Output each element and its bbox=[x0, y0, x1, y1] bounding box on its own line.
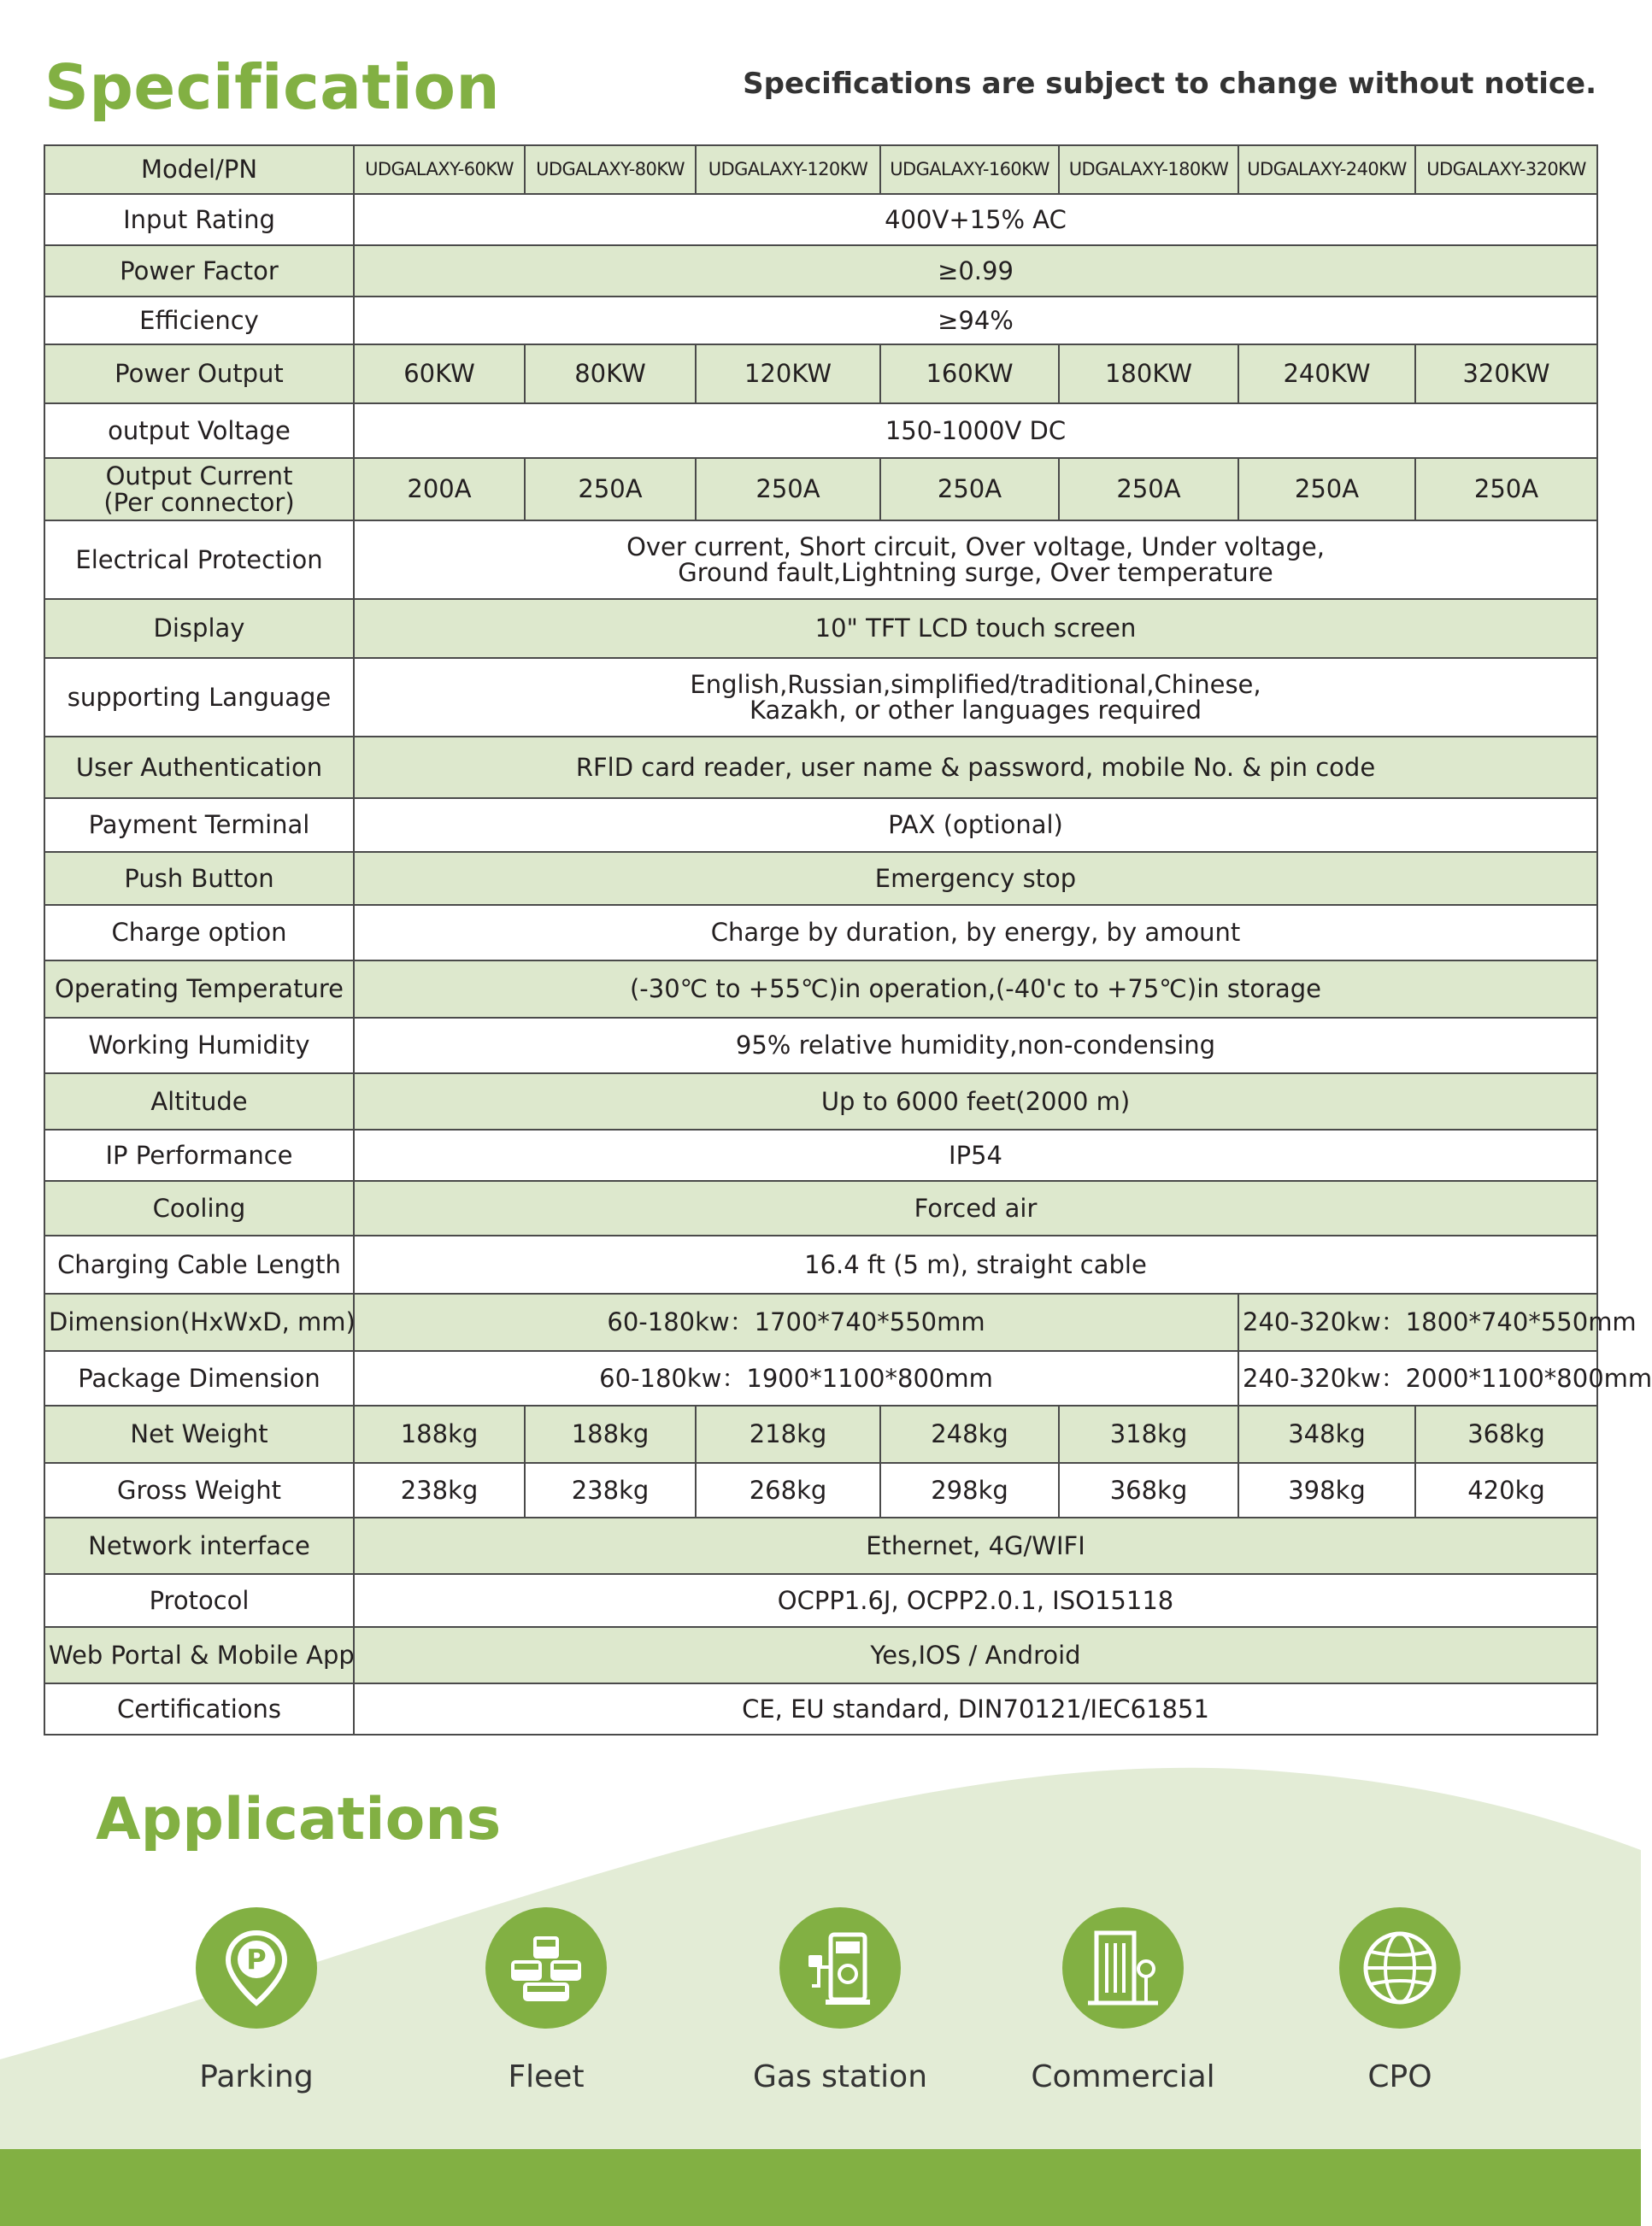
row-value: Yes,IOS / Android bbox=[354, 1627, 1597, 1683]
row-ip-performance bbox=[44, 1130, 1597, 1181]
row-label: Electrical Protection bbox=[44, 520, 354, 599]
model-cell: UDGALAXY-60KW bbox=[354, 145, 525, 194]
value-cell: 318kg bbox=[1059, 1406, 1238, 1463]
model-cell: UDGALAXY-160KW bbox=[880, 145, 1059, 194]
row-value: 150-1000V DC bbox=[354, 403, 1597, 458]
row-electrical-protection bbox=[44, 520, 1597, 599]
row-value: 240-320kw：2000*1100*800mm bbox=[1238, 1351, 1597, 1406]
row-label: Cooling bbox=[44, 1181, 354, 1236]
row-label: Dimension(HxWxD, mm) bbox=[44, 1294, 354, 1351]
row-value: 400V+15% AC bbox=[354, 194, 1597, 245]
value-line: English,Russian,simplified/traditional,Chinese, bbox=[690, 669, 1261, 699]
row-charge-option bbox=[44, 905, 1597, 960]
value-cell: 268kg bbox=[696, 1463, 880, 1518]
row-output-voltage bbox=[44, 403, 1597, 458]
row-value: RFlD card reader, user name & password, mobile No. & pin code bbox=[354, 737, 1597, 798]
value-cell: 320KW bbox=[1415, 344, 1597, 403]
row-power-output bbox=[44, 344, 1597, 403]
value-cell: 250A bbox=[880, 458, 1059, 520]
row-push-button bbox=[44, 852, 1597, 905]
application-parking bbox=[145, 1907, 367, 2094]
row-certifications bbox=[44, 1683, 1597, 1735]
application-label: CPO bbox=[1367, 2059, 1432, 2094]
row-value: Ethernet, 4G/WIFI bbox=[354, 1518, 1597, 1574]
row-value: Forced air bbox=[354, 1181, 1597, 1236]
application-label: Gas station bbox=[752, 2059, 928, 2094]
row-efficiency bbox=[44, 297, 1597, 344]
row-value: ≥0.99 bbox=[354, 245, 1597, 297]
value-line: Kazakh, or other languages required bbox=[749, 696, 1202, 725]
value-cell: 368kg bbox=[1415, 1406, 1597, 1463]
row-model bbox=[44, 145, 1597, 194]
footer-bar bbox=[0, 2149, 1641, 2226]
row-label: supporting Language bbox=[44, 658, 354, 737]
row-operating-temperature bbox=[44, 960, 1597, 1018]
value-cell: 250A bbox=[1238, 458, 1415, 520]
svg-text:P: P bbox=[246, 1943, 267, 1976]
row-value: CE, EU standard, DIN70121/IEC61851 bbox=[354, 1683, 1597, 1735]
row-label: Payment Terminal bbox=[44, 798, 354, 852]
row-input-rating bbox=[44, 194, 1597, 245]
parking-pin-icon bbox=[196, 1907, 317, 2029]
application-label: Commercial bbox=[1031, 2059, 1215, 2094]
spec-notice: Specifications are subject to change without notice. bbox=[743, 67, 1596, 101]
row-label: Web Portal & Mobile App bbox=[44, 1627, 354, 1683]
value-cell: 180KW bbox=[1059, 344, 1238, 403]
row-payment-terminal bbox=[44, 798, 1597, 852]
model-cell: UDGALAXY-120KW bbox=[696, 145, 880, 194]
row-label: Push Button bbox=[44, 852, 354, 905]
row-label: Net Weight bbox=[44, 1406, 354, 1463]
row-label: Display bbox=[44, 599, 354, 658]
row-dimension bbox=[44, 1294, 1597, 1351]
model-cell: UDGALAXY-80KW bbox=[525, 145, 696, 194]
row-label: Operating Temperature bbox=[44, 960, 354, 1018]
value-cell: 238kg bbox=[525, 1463, 696, 1518]
row-value bbox=[354, 520, 1597, 599]
value-line: Ground fault,Lightning surge, Over temperature bbox=[678, 558, 1273, 587]
row-package-dimension bbox=[44, 1351, 1597, 1406]
row-value: 16.4 ft (5 m), straight cable bbox=[354, 1236, 1597, 1294]
fleet-vehicles-icon bbox=[485, 1907, 607, 2029]
row-working-humidity bbox=[44, 1018, 1597, 1073]
model-cell: UDGALAXY-240KW bbox=[1238, 145, 1415, 194]
row-label: Charging Cable Length bbox=[44, 1236, 354, 1294]
row-value: Up to 6000 feet(2000 m) bbox=[354, 1073, 1597, 1130]
row-label: output Voltage bbox=[44, 403, 354, 458]
row-label: Efficiency bbox=[44, 297, 354, 344]
row-supporting-language bbox=[44, 658, 1597, 737]
row-web-portal bbox=[44, 1627, 1597, 1683]
model-cell: UDGALAXY-320KW bbox=[1415, 145, 1597, 194]
spec-table bbox=[44, 144, 1652, 1736]
value-cell: 60KW bbox=[354, 344, 525, 403]
row-value: Charge by duration, by energy, by amount bbox=[354, 905, 1597, 960]
row-value: OCPP1.6J, OCPP2.0.1, ISO15118 bbox=[354, 1574, 1597, 1627]
label-line: (Per connector) bbox=[103, 487, 295, 517]
row-value: PAX (optional) bbox=[354, 798, 1597, 852]
row-label: User Authentication bbox=[44, 737, 354, 798]
row-charging-cable-length bbox=[44, 1236, 1597, 1294]
value-line: Over current, Short circuit, Over voltage, Under voltage, bbox=[626, 532, 1325, 561]
row-power-factor bbox=[44, 245, 1597, 297]
application-gas-station bbox=[729, 1907, 951, 2094]
value-cell: 160KW bbox=[880, 344, 1059, 403]
row-label: Charge option bbox=[44, 905, 354, 960]
row-value: Emergency stop bbox=[354, 852, 1597, 905]
row-net-weight bbox=[44, 1406, 1597, 1463]
row-value: 10" TFT LCD touch screen bbox=[354, 599, 1597, 658]
label-line: Output Current bbox=[105, 461, 293, 491]
row-gross-weight bbox=[44, 1463, 1597, 1518]
model-cell: UDGALAXY-180KW bbox=[1059, 145, 1238, 194]
application-cpo bbox=[1289, 1907, 1511, 2094]
value-cell: 348kg bbox=[1238, 1406, 1415, 1463]
row-label: Network interface bbox=[44, 1518, 354, 1574]
row-value: ≥94% bbox=[354, 297, 1597, 344]
row-value: 95% relative humidity,non-condensing bbox=[354, 1018, 1597, 1073]
value-cell: 200A bbox=[354, 458, 525, 520]
row-value bbox=[354, 658, 1597, 737]
row-label: Package Dimension bbox=[44, 1351, 354, 1406]
value-cell: 250A bbox=[525, 458, 696, 520]
applications-title: Applications bbox=[96, 1786, 502, 1853]
application-fleet bbox=[435, 1907, 657, 2094]
row-value: IP54 bbox=[354, 1130, 1597, 1181]
value-cell: 120KW bbox=[696, 344, 880, 403]
row-label: Input Rating bbox=[44, 194, 354, 245]
value-cell: 250A bbox=[696, 458, 880, 520]
row-label: Power Output bbox=[44, 344, 354, 403]
value-cell: 80KW bbox=[525, 344, 696, 403]
row-altitude bbox=[44, 1073, 1597, 1130]
row-value: 60-180kw：1900*1100*800mm bbox=[354, 1351, 1238, 1406]
value-cell: 218kg bbox=[696, 1406, 880, 1463]
application-label: Parking bbox=[199, 2059, 314, 2094]
value-cell: 298kg bbox=[880, 1463, 1059, 1518]
row-label: Working Humidity bbox=[44, 1018, 354, 1073]
value-cell: 420kg bbox=[1415, 1463, 1597, 1518]
fuel-charging-pump-icon bbox=[779, 1907, 901, 2029]
row-label: Certifications bbox=[44, 1683, 354, 1735]
row-protocol bbox=[44, 1574, 1597, 1627]
row-label: Protocol bbox=[44, 1574, 354, 1627]
value-cell: 250A bbox=[1415, 458, 1597, 520]
row-label bbox=[44, 458, 354, 520]
value-cell: 238kg bbox=[354, 1463, 525, 1518]
application-commercial bbox=[1012, 1907, 1234, 2094]
row-value: 240-320kw：1800*740*550mm bbox=[1238, 1294, 1597, 1351]
value-cell: 188kg bbox=[354, 1406, 525, 1463]
row-user-authentication bbox=[44, 737, 1597, 798]
row-cooling bbox=[44, 1181, 1597, 1236]
value-cell: 250A bbox=[1059, 458, 1238, 520]
row-label: Altitude bbox=[44, 1073, 354, 1130]
row-label: IP Performance bbox=[44, 1130, 354, 1181]
application-label: Fleet bbox=[508, 2059, 585, 2094]
value-cell: 188kg bbox=[525, 1406, 696, 1463]
row-label: Model/PN bbox=[44, 145, 354, 194]
row-network-interface bbox=[44, 1518, 1597, 1574]
value-cell: 240KW bbox=[1238, 344, 1415, 403]
value-cell: 398kg bbox=[1238, 1463, 1415, 1518]
row-output-current bbox=[44, 458, 1597, 520]
row-value: (-30℃ to +55℃)in operation,(-40'c to +75℃)in storage bbox=[354, 960, 1597, 1018]
row-value: 60-180kw：1700*740*550mm bbox=[354, 1294, 1238, 1351]
row-display bbox=[44, 599, 1597, 658]
value-cell: 248kg bbox=[880, 1406, 1059, 1463]
value-cell: 368kg bbox=[1059, 1463, 1238, 1518]
commercial-building-icon bbox=[1062, 1907, 1184, 2029]
spec-title: Specification bbox=[44, 51, 501, 123]
row-label: Power Factor bbox=[44, 245, 354, 297]
row-label: Gross Weight bbox=[44, 1463, 354, 1518]
globe-icon bbox=[1339, 1907, 1461, 2029]
